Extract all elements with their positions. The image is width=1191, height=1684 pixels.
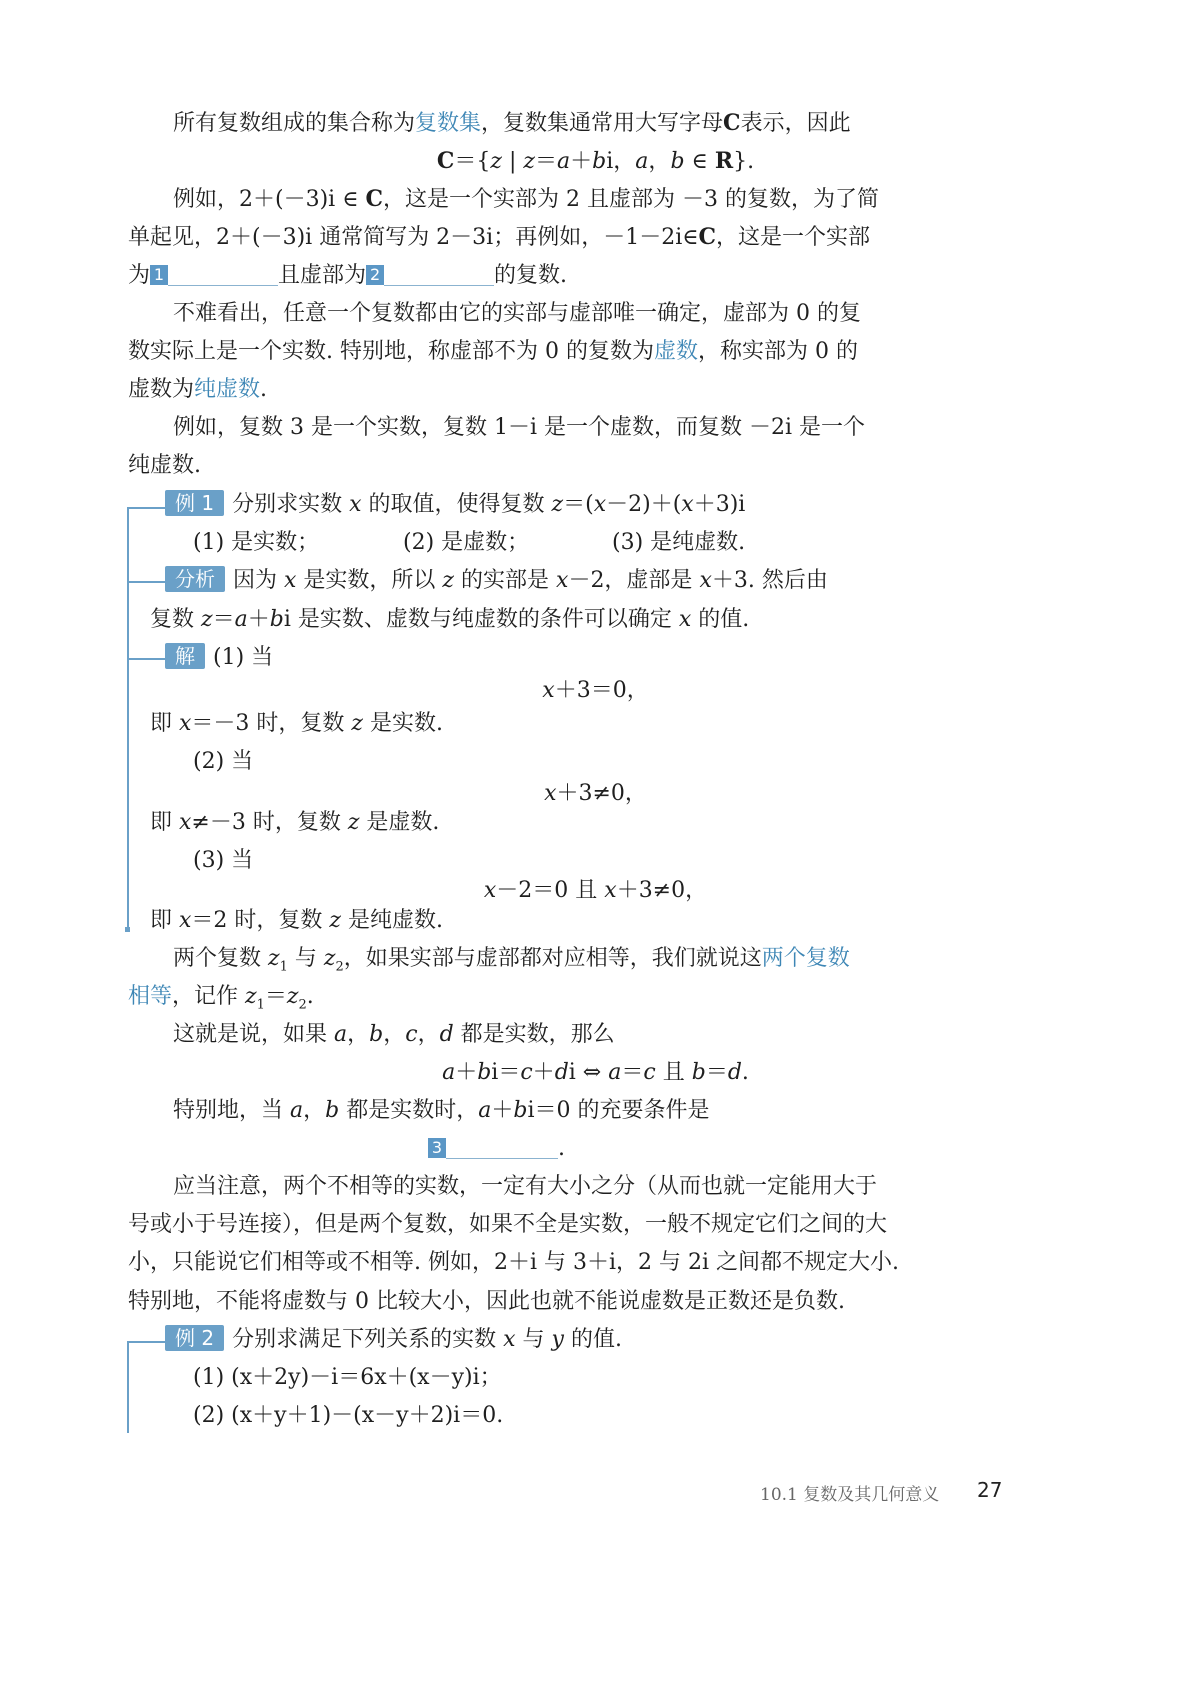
analysis-line2: 复数 z＝a＋bi 是实数、虚数与纯虚数的条件可以确定 x 的值. — [150, 607, 750, 632]
footer-section-title: 10.1 复数及其几何意义 — [760, 1485, 940, 1505]
para-definitions-line2: 数实际上是一个实数. 特别地，称虚部不为 0 的复数为虚数，称实部为 0 的 — [128, 339, 858, 364]
example2-question: 例 2 分别求满足下列关系的实数 x 与 y 的值. — [165, 1325, 622, 1355]
solution-eq1: x＋3＝0， — [542, 678, 649, 703]
solution-step1: 解 (1) 当 — [165, 643, 273, 673]
example1-side-bar — [127, 507, 129, 929]
solution-result2: 即 x≠－3 时，复数 z 是虚数. — [150, 810, 440, 835]
fill-blank-2[interactable] — [384, 261, 494, 286]
fill-blank-3[interactable] — [446, 1134, 558, 1159]
para-equality-line2: 相等，记作 $z_1=z_2$. — [128, 984, 314, 1013]
example1-option-2: (2) 是虚数； — [403, 530, 530, 555]
blank-number-3: 3 — [428, 1138, 446, 1158]
para-complex-set: 所有复数组成的集合称为复数集，复数集通常用大写字母C表示，因此 — [173, 110, 851, 136]
example1-option-3: (3) 是纯虚数. — [612, 530, 746, 555]
example2-item-2: (2) (x＋y＋1)－(x－y＋2)i＝0. — [193, 1403, 504, 1428]
analysis-line1: 分析 因为 x 是实数，所以 z 的实部是 x－2，虚部是 x＋3. 然后由 — [165, 566, 828, 596]
term-pure-imaginary: 纯虚数 — [194, 377, 261, 402]
solution-result1: 即 x＝－3 时，复数 z 是实数. — [150, 711, 443, 736]
para-examples-line2: 纯虚数. — [128, 453, 201, 478]
para-examples-line1: 例如，复数 3 是一个实数，复数 1－i 是一个虚数，而复数 －2i 是一个 — [173, 415, 866, 440]
example1-tick-2 — [127, 581, 165, 583]
blank-number-2: 2 — [366, 265, 384, 285]
para-example-line3: 为 1 且虚部为 2 的复数. — [128, 263, 568, 288]
para-definitions-line3: 虚数为纯虚数. — [128, 377, 268, 402]
para-condition: 这就是说，如果 a，b，c，d 都是实数，那么 — [173, 1022, 615, 1047]
example1-tick-1 — [127, 507, 165, 509]
term-equal-complex: 两个复数 — [761, 946, 850, 971]
para-example-line1: 例如，2＋(－3)i ∈ C，这是一个实部为 2 且虚部为 －3 的复数，为了简 — [173, 186, 879, 212]
solution-step2: (2) 当 — [193, 749, 254, 774]
example2-tick — [127, 1341, 165, 1343]
example1-tag: 例 1 — [165, 490, 224, 516]
para-definitions-line1: 不难看出，任意一个复数都由它的实部与虚部唯一确定，虚部为 0 的复 — [173, 301, 861, 326]
solution-eq2: x＋3≠0， — [544, 781, 647, 806]
term-imaginary: 虚数 — [653, 339, 698, 364]
page-number: 27 — [977, 1478, 1003, 1502]
blank-number-1: 1 — [150, 265, 168, 285]
solution-tag: 解 — [165, 643, 205, 669]
fill-blank-1[interactable] — [168, 261, 278, 286]
para-zero-condition: 特别地，当 a，b 都是实数时，a＋bi＝0 的充要条件是 — [173, 1098, 710, 1123]
para-ordering-line2: 号或小于号连接），但是两个复数，如果不全是实数，一般不规定它们之间的大 — [128, 1212, 888, 1237]
equation-complex-set: C＝{z | z＝a＋bi，a，b ∈ R}. — [436, 148, 755, 174]
term-complex-set: 复数集 — [415, 111, 482, 136]
blank-line-3: 3 . — [428, 1134, 565, 1164]
para-example-line2: 单起见，2＋(－3)i 通常简写为 2－3i；再例如，－1－2i∈C，这是一个实部 — [128, 224, 871, 250]
equation-equality: a＋bi＝c＋di ⇔ a＝c 且 b＝d. — [442, 1060, 749, 1085]
example2-side-bar — [127, 1341, 129, 1433]
example2-item-1: (1) (x＋2y)－i＝6x＋(x－y)i； — [193, 1365, 502, 1390]
solution-eq3: x－2＝0 且 x＋3≠0， — [483, 878, 708, 903]
para-ordering-line3: 小，只能说它们相等或不相等. 例如，2＋i 与 3＋i，2 与 2i 之间都不规定大小. — [128, 1250, 900, 1275]
solution-result3: 即 x＝2 时，复数 z 是纯虚数. — [150, 908, 443, 933]
example1-tick-3 — [127, 658, 165, 660]
para-ordering-line4: 特别地，不能将虚数与 0 比较大小，因此也就不能说虚数是正数还是负数. — [128, 1289, 845, 1314]
example1-question: 例 1 分别求实数 x 的取值，使得复数 z＝(x－2)＋(x＋3)i — [165, 490, 745, 520]
analysis-tag: 分析 — [165, 566, 225, 592]
example1-end-dot — [125, 927, 130, 932]
para-ordering-line1: 应当注意，两个不相等的实数，一定有大小之分（从而也就一定能用大于 — [173, 1174, 878, 1199]
example1-option-1: (1) 是实数； — [193, 530, 320, 555]
example2-tag: 例 2 — [165, 1325, 224, 1351]
para-equality-line1: 两个复数 $z_1$ 与 $z_2$，如果实部与虚部都对应相等，我们就说这两个复数 — [173, 946, 850, 975]
solution-step3: (3) 当 — [193, 848, 254, 873]
